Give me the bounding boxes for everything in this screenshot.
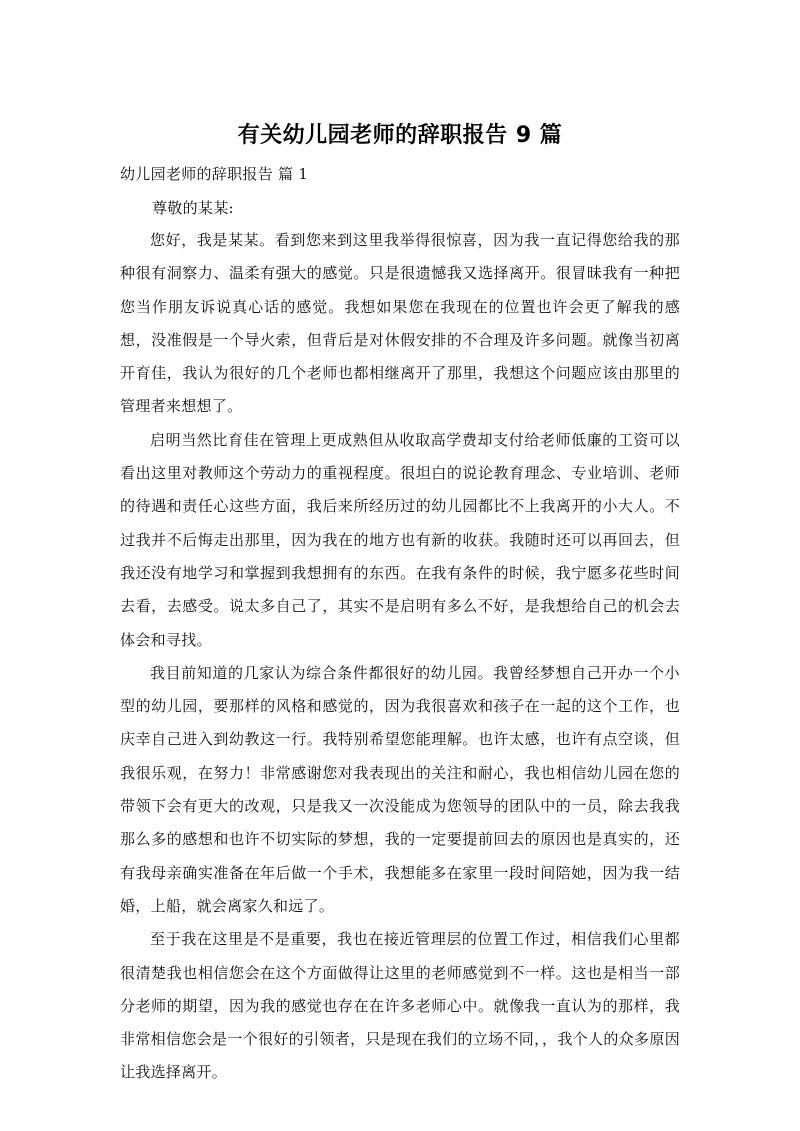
body-paragraph: 启明当然比育佳在管理上更成熟但从收取高学费却支付给老师低廉的工资可以看出这里对教师这个劳动力的重视程度。很坦白的说论教育理念、专业培训、老师的待遇和责任心这些方面，我后来所经历过的幼儿园都比不上我离开的小大人。不过我并不后悔走出那里，因为我在的地方也有新的收获。我随时还可以再回去，但我还没有地学习和掌握到我想拥有的东西。在我有条件的时候，我宁愿多花些时间去看，去感受。说太多自己了，其实不是启明有多么不好，是我想给自己的机会去体会和寻找。 <box>120 430 680 649</box>
salutation: 尊敬的某某: <box>152 199 234 217</box>
body-paragraph: 至于我在这里是不是重要，我也在接近管理层的位置工作过，相信我们心里都很清楚我也相信您会在这个方面做得让这里的老师感觉到不一样。这也是相当一部分老师的期望，因为我的感觉也存在在许多老师心中。就像我一直认为的那样，我非常相信您会是一个很好的引领者，只是现在我们的立场不同，，我个人的众多原因让我选择离开。 <box>120 930 680 1082</box>
body-paragraph: 我目前知道的几家认为综合条件都很好的幼儿园。我曾经梦想自己开办一个小型的幼儿园，要那样的风格和感觉的，因为我很喜欢和孩子在一起的这个工作，也庆幸自己进入到幼教这一行。我特别希望您能理解。也许太感，也许有点空谈，但我很乐观，在努力！非常感谢您对我表现出的关注和耐心，我也相信幼儿园在您的带领下会有更大的改观，只是我又一次没能成为您领导的团队中的一员，除去我我那么多的感想和也许不切实际的梦想，我的一定要提前回去的原因也是真实的，还有我母亲确实准备在年后做一个手术，我想能多在家里一段时间陪她，因为我一结婚，上船，就会离家久和远了。 <box>120 663 680 915</box>
document-title: 有关幼儿园老师的辞职报告 9 篇 <box>237 123 563 148</box>
body-paragraph: 您好，我是某某。看到您来到这里我举得很惊喜，因为我一直记得您给我的那种很有洞察力、温柔有强大的感觉。只是很遗憾我又选择离开。很冒昧我有一种把您当作朋友诉说真心话的感觉。我想如果您在我现在的位置也许会更了解我的感想，没准假是一个导火索，但背后是对休假安排的不合理及许多问题。就像当初离开育佳，我认为很好的几个老师也都相继离开了那里，我想这个问题应该由那里的管理者来想想了。 <box>120 231 680 416</box>
letter-body <box>120 224 680 1090</box>
section-heading: 幼儿园老师的辞职报告 篇 1 <box>120 165 309 183</box>
